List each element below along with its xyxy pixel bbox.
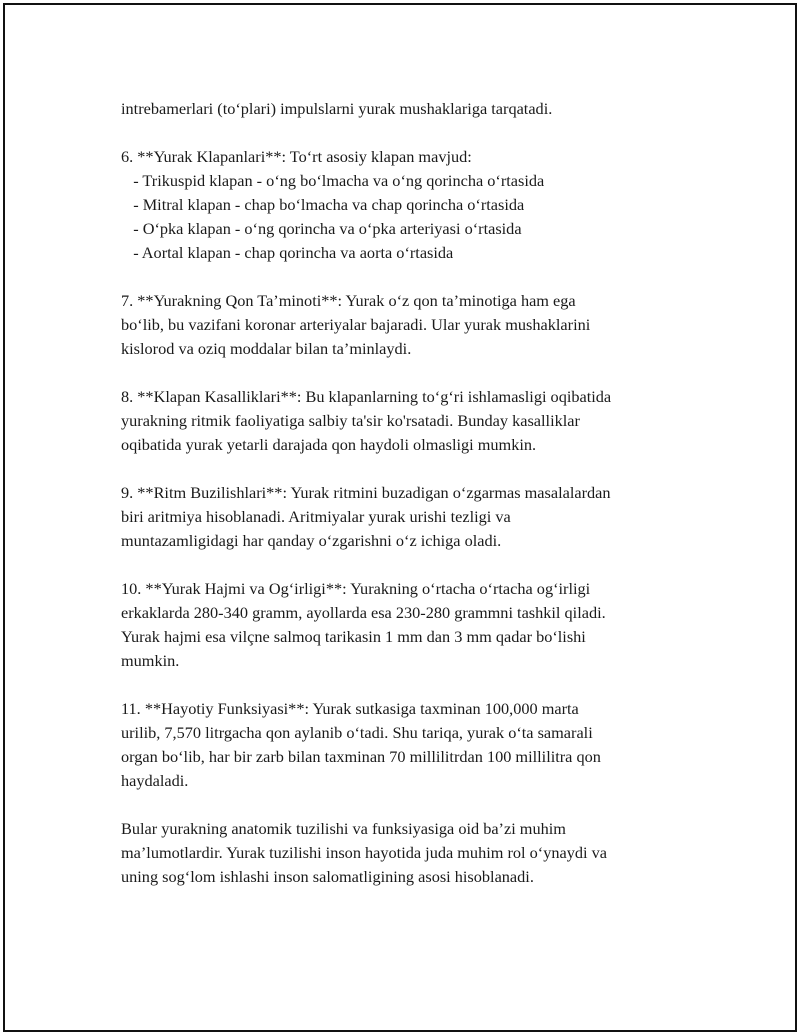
paragraph-spacer [121, 121, 701, 145]
text-line: biri aritmiya hisoblanadi. Aritmiyalar yurak urishi tezligi va [121, 507, 511, 526]
conclusion-paragraph [121, 817, 701, 889]
list-item: - Trikuspid klapan - o‘ng bo‘lmacha va o‘ng qorincha o‘rtasida [121, 171, 545, 190]
text-line: ma’lumotlardir. Yurak tuzilishi inson hayotida juda muhim rol o‘ynaydi va [121, 843, 607, 862]
paragraph-spacer [121, 361, 701, 385]
text-line: organ bo‘lib, har bir zarb bilan taxminan 70 millilitrdan 100 millilitra qon [121, 747, 601, 766]
paragraph-spacer [121, 793, 701, 817]
paragraph-spacer [121, 457, 701, 481]
list-item: - Aortal klapan - chap qorincha va aorta o‘rtasida [121, 243, 454, 262]
text-line: erkaklarda 280-340 gramm, ayollarda esa 230-280 grammni tashkil qiladi. [121, 603, 606, 622]
list-item: - O‘pka klapan - o‘ng qorincha va o‘pka arteriyasi o‘rtasida [121, 219, 522, 238]
section-heading-line: 11. **Hayotiy Funksiyasi**: Yurak sutkasiga taxminan 100,000 marta [121, 699, 579, 718]
document-page [3, 3, 797, 1032]
section-qon-taminoti [121, 289, 701, 361]
text-line: muntazamligidagi har qanday o‘zgarishni o‘z ichiga oladi. [121, 531, 502, 550]
text-line: Yurak hajmi esa vilçne salmoq tarikasin 1 mm dan 3 mm qadar bo‘lishi [121, 627, 586, 646]
section-heading-line: 9. **Ritm Buzilishlari**: Yurak ritmini buzadigan o‘zgarmas masalalardan [121, 483, 611, 502]
text-line: kislorod va oziq moddalar bilan ta’minlaydi. [121, 339, 412, 358]
text-line: bo‘lib, bu vazifani koronar arteriyalar bajaradi. Ular yurak mushaklarini [121, 315, 591, 334]
section-heading-line: 6. **Yurak Klapanlari**: To‘rt asosiy klapan mavjud: [121, 147, 472, 166]
list-item: - Mitral klapan - chap bo‘lmacha va chap qorincha o‘rtasida [121, 195, 525, 214]
text-line: intrebamerlari (to‘plari) impulslarni yurak mushaklariga tarqatadi. [121, 99, 553, 118]
text-line: urilib, 7,570 litrgacha qon aylanib o‘tadi. Shu tariqa, yurak o‘ta samarali [121, 723, 593, 742]
section-heading-line: 7. **Yurakning Qon Ta’minoti**: Yurak o‘z qon ta’minotiga ham ega [121, 291, 576, 310]
text-line: uning sog‘lom ishlashi inson salomatligining asosi hisoblanadi. [121, 867, 534, 886]
text-line: haydaladi. [121, 771, 189, 790]
section-ritm-buzilishlari [121, 481, 701, 553]
paragraph-continuation [121, 97, 701, 121]
paragraph-spacer [121, 673, 701, 697]
section-heading-line: 10. **Yurak Hajmi va Og‘irligi**: Yurakning o‘rtacha o‘rtacha og‘irligi [121, 579, 591, 598]
section-heading-line: 8. **Klapan Kasalliklari**: Bu klapanlarning to‘g‘ri ishlamasligi oqibatida [121, 387, 612, 406]
section-yurak-klapanlari [121, 145, 701, 265]
text-line: oqibatida yurak yetarli darajada qon haydoli olmasligi mumkin. [121, 435, 537, 454]
section-klapan-kasalliklari [121, 385, 701, 457]
paragraph-spacer [121, 553, 701, 577]
section-hayotiy-funksiyasi [121, 697, 701, 793]
paragraph-spacer [121, 265, 701, 289]
text-line: yurakning ritmik faoliyatiga salbiy ta'sir ko'rsatadi. Bunday kasalliklar [121, 411, 580, 430]
document-body [121, 97, 701, 889]
section-yurak-hajmi [121, 577, 701, 673]
text-line: Bular yurakning anatomik tuzilishi va funksiyasiga oid ba’zi muhim [121, 819, 566, 838]
text-line: mumkin. [121, 651, 180, 670]
